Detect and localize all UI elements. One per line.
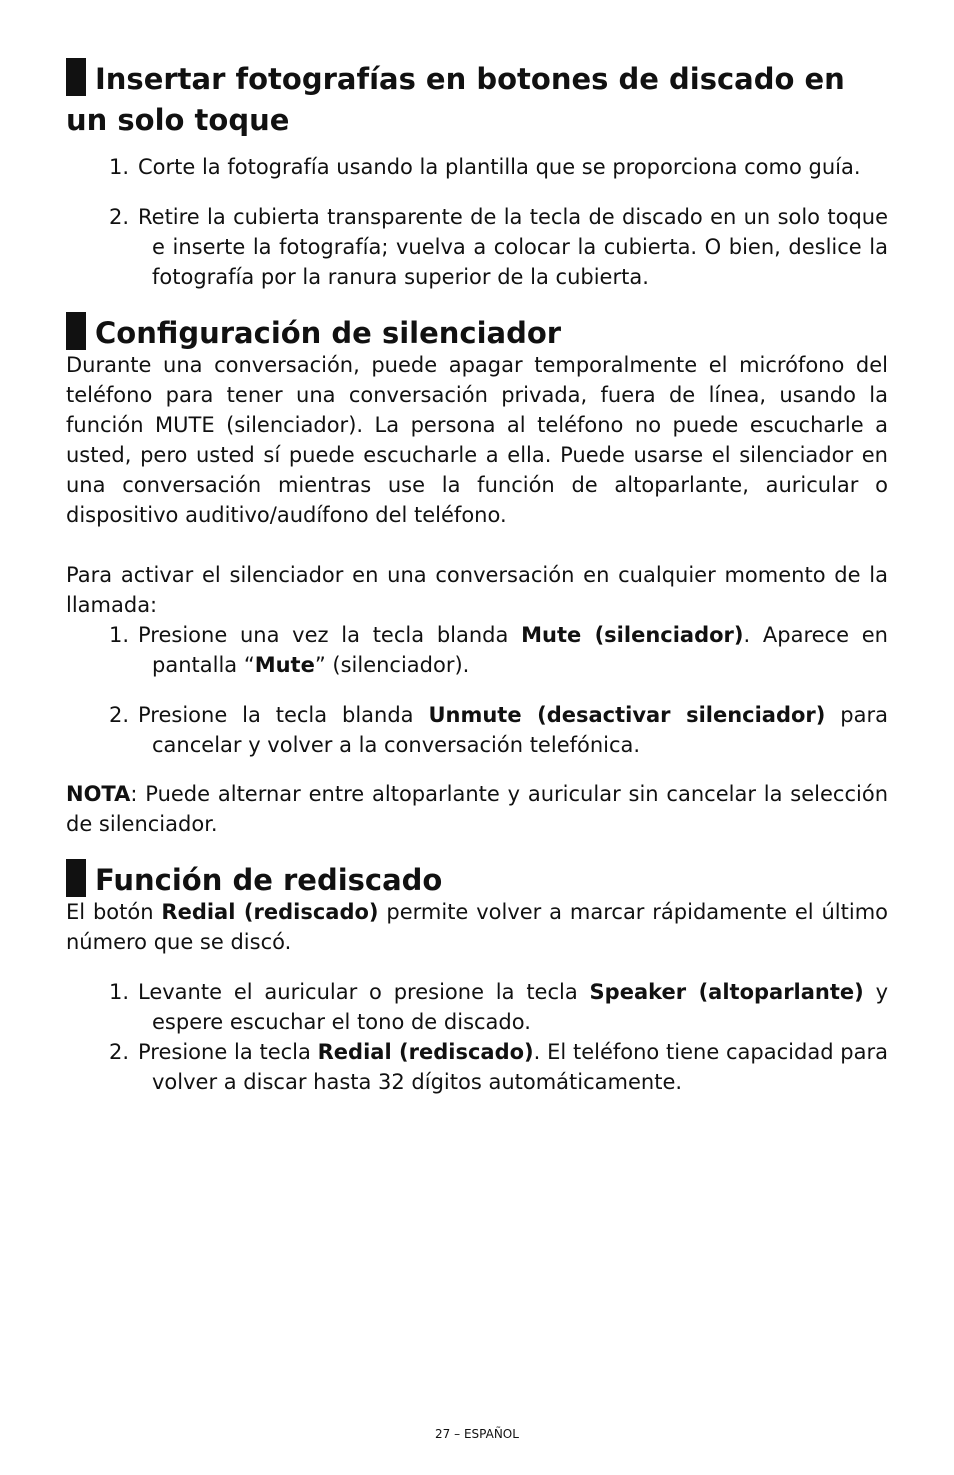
step-number: 1.	[109, 155, 130, 179]
step-text: Presione la tecla blanda Unmute (desactivar silenciador) para cancelar y volver a la conversación telefónica.	[138, 703, 888, 757]
step-text: Presione la tecla Redial (rediscado). El teléfono tiene capacidad para volver a discar hasta 32 dígitos automáticamente.	[138, 1040, 888, 1094]
section-heading-insert-photos: Insertar fotografías en botones de discado en un solo toque	[66, 58, 888, 141]
list-item	[66, 202, 888, 292]
step-number: 2.	[109, 1040, 130, 1064]
insert-photos-steps	[66, 152, 888, 292]
list-item	[66, 700, 888, 760]
page-content	[66, 58, 888, 1097]
heading-bar-icon	[66, 312, 86, 350]
step-text: Levante el auricular o presione la tecla Speaker (altoparlante) y espere escuchar el tono de discado.	[138, 980, 889, 1034]
step-number: 2.	[109, 703, 130, 727]
heading-bar-icon	[66, 859, 86, 897]
list-item	[66, 1037, 888, 1097]
step-number: 2.	[109, 205, 130, 229]
page-footer: 27 – ESPAÑOL	[435, 1427, 519, 1441]
mute-steps	[66, 620, 888, 760]
heading-bar-icon	[66, 58, 86, 96]
list-item	[66, 977, 888, 1037]
redial-steps	[66, 977, 888, 1097]
list-item	[66, 152, 888, 182]
note-label: NOTA	[66, 782, 131, 806]
mute-description: Durante una conversación, puede apagar temporalmente el micrófono del teléfono para tener una conversación privada, fuera de línea, usando la función MUTE (silenciador). La persona al teléfono no puede escucharle a usted, pero usted sí puede escucharle a ella. Puede usarse el silenciador en una conversación mientras use la función de altoparlante, auricular o dispositivo auditivo/audífono del teléfono.	[66, 353, 888, 527]
list-item	[66, 620, 888, 680]
section-heading-mute: Configuración de silenciador	[66, 312, 888, 354]
mute-note: NOTA: Puede alternar entre altoparlante y auricular sin cancelar la selección de silenciador.	[66, 782, 888, 836]
step-number: 1.	[109, 980, 130, 1004]
redial-description: El botón Redial (rediscado) permite volver a marcar rápidamente el último número que se discó.	[66, 900, 889, 954]
step-number: 1.	[109, 623, 130, 647]
step-text: Corte la fotografía usando la plantilla que se proporciona como guía.	[138, 155, 861, 179]
section-heading-redial: Función de rediscado	[66, 859, 888, 901]
step-text: Retire la cubierta transparente de la tecla de discado en un solo toque e inserte la fotografía; vuelva a colocar la cubierta. O bien, deslice la fotografía por la ranura superior de la cubierta.	[138, 205, 888, 289]
step-text: Presione una vez la tecla blanda Mute (silenciador). Aparece en pantalla “Mute” (silenciador).	[138, 623, 888, 677]
mute-activate-intro: Para activar el silenciador en una conversación en cualquier momento de la llamada:	[66, 563, 888, 617]
